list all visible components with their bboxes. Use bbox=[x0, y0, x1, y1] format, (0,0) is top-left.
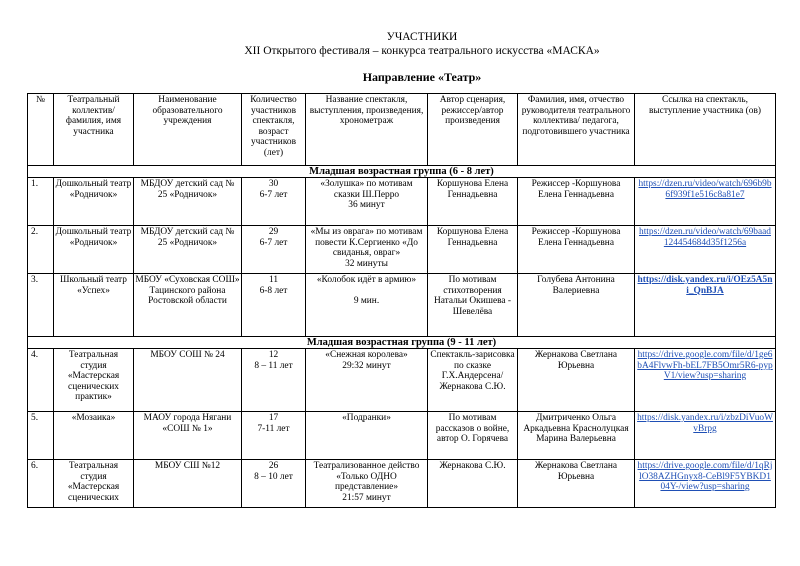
participants-count: 12 bbox=[268, 350, 279, 360]
group-title: Младшая возрастная группа (6 - 8 лет) bbox=[28, 166, 776, 178]
cell-num: 3. bbox=[28, 274, 54, 337]
participants-age: 8 – 11 лет bbox=[254, 360, 293, 371]
cell-collective: Дошкольный театр «Родничок» bbox=[54, 178, 134, 226]
participants-count: 17 bbox=[268, 413, 279, 423]
cell-title bbox=[306, 226, 428, 274]
table-row bbox=[28, 226, 776, 274]
table-header-row bbox=[28, 94, 776, 166]
participants-age: 6-8 лет bbox=[259, 285, 288, 296]
cell-collective: Театральная студия «Мастерская сценических bbox=[54, 460, 134, 508]
participants-age: 7-11 лет bbox=[257, 423, 290, 434]
cell-leader: Режиссер -Коршунова Елена Геннадьевна bbox=[518, 226, 635, 274]
show-link[interactable]: https://drive.google.com/file/d/1ge6bA4FlvwFh-bEL7FB5Omr5R6-pypV1/view?usp=sharing bbox=[637, 350, 773, 382]
table-row bbox=[28, 349, 776, 412]
group-title: Младшая возрастная группа (9 - 11 лет) bbox=[28, 337, 776, 349]
cell-count bbox=[242, 412, 306, 460]
cell-link bbox=[635, 460, 776, 508]
document-heading: УЧАСТНИКИ bbox=[386, 31, 458, 43]
show-title: «Снежная королева» bbox=[325, 350, 408, 360]
cell-title bbox=[306, 349, 428, 412]
cell-author: Спектакль-зарисовка по сказке Г.Х.Андерсена/ Жернакова С.Ю. bbox=[428, 349, 518, 412]
table-row bbox=[28, 178, 776, 226]
cell-leader: Режиссер -Коршунова Елена Геннадьевна bbox=[518, 178, 635, 226]
cell-title bbox=[306, 412, 428, 460]
cell-link bbox=[635, 349, 776, 412]
cell-link bbox=[635, 274, 776, 337]
col-header-institution: Наименование образовательного учреждения bbox=[134, 94, 242, 166]
cell-link bbox=[635, 226, 776, 274]
cell-author: По мотивам стихотворения Натальи Окишева - Шевелёва bbox=[428, 274, 518, 337]
cell-title bbox=[306, 460, 428, 508]
show-title: «Мы из оврага» по мотивам повести К.Сергиенко «До свиданья, овраг» bbox=[310, 227, 423, 259]
group-row bbox=[28, 337, 776, 349]
cell-count bbox=[242, 274, 306, 337]
show-title: Театрализованное действо «Только ОДНО представление» bbox=[313, 461, 420, 493]
col-header-leader: Фамилия, имя, отчество руководителя театрального коллектива/ педагога, подготовившего участника bbox=[518, 94, 635, 166]
participants-age: 6-7 лет bbox=[259, 237, 288, 248]
col-header-title: Название спектакля, выступления, произведения, хронометраж bbox=[306, 94, 428, 166]
cell-collective: «Мозаика» bbox=[54, 412, 134, 460]
cell-count bbox=[242, 178, 306, 226]
cell-num: 1. bbox=[28, 178, 54, 226]
cell-author: Жернакова С.Ю. bbox=[428, 460, 518, 508]
group-row bbox=[28, 166, 776, 178]
col-header-link: Ссылка на спектакль, выступление участника (ов) bbox=[635, 94, 776, 166]
show-duration: 36 минут bbox=[348, 200, 385, 211]
cell-count bbox=[242, 460, 306, 508]
direction-title: Направление «Театр» bbox=[362, 70, 482, 84]
show-duration: 9 мин. bbox=[353, 295, 380, 306]
col-header-count: Количество участников спектакля, возраст участников (лет) bbox=[242, 94, 306, 166]
cell-leader: Жернакова Светлана Юрьевна bbox=[518, 349, 635, 412]
show-link[interactable]: https://drive.google.com/file/d/1qRjlO38AZHGnyx8-CeBl9F5YBKD104Y-/view?usp=sharing bbox=[637, 461, 773, 493]
cell-institution: МБОУ СШ №12 bbox=[134, 460, 242, 508]
table-row bbox=[28, 412, 776, 460]
show-duration: 32 минуты bbox=[345, 258, 388, 269]
cell-link bbox=[635, 178, 776, 226]
cell-num: 6. bbox=[28, 460, 54, 508]
cell-collective: Школьный театр «Успех» bbox=[54, 274, 134, 337]
show-duration: 29:32 минут bbox=[342, 360, 391, 371]
cell-count bbox=[242, 226, 306, 274]
cell-num: 2. bbox=[28, 226, 54, 274]
show-duration: 21:57 минут bbox=[342, 492, 391, 503]
cell-collective: Театральная студия «Мастерская сценических практик» bbox=[54, 349, 134, 412]
cell-link bbox=[635, 412, 776, 460]
cell-institution: МАОУ города Нягани «СОШ № 1» bbox=[134, 412, 242, 460]
cell-collective: Дошкольный театр «Родничок» bbox=[54, 226, 134, 274]
table-row bbox=[28, 460, 776, 508]
cell-title bbox=[306, 274, 428, 337]
show-title: «Колобок идёт в армию» bbox=[316, 275, 417, 285]
show-link[interactable]: https://dzen.ru/video/watch/696b9b6f939f1e516c8a81e7 bbox=[638, 179, 772, 200]
participants-table bbox=[27, 93, 776, 508]
show-link[interactable]: https://disk.yandex.ru/i/OEz5A5ni_QnBJA bbox=[637, 275, 773, 296]
cell-institution: МБОУ СОШ № 24 bbox=[134, 349, 242, 412]
cell-institution: МБДОУ детский сад № 25 «Родничок» bbox=[134, 178, 242, 226]
col-header-author: Автор сценария, режиссер/автор произведения bbox=[428, 94, 518, 166]
participants-count: 30 bbox=[268, 179, 279, 189]
cell-num: 5. bbox=[28, 412, 54, 460]
show-link[interactable]: https://disk.yandex.ru/i/zbzDiVuoWvBrpg bbox=[637, 413, 773, 434]
cell-leader: Голубева Антонина Валериевна bbox=[518, 274, 635, 337]
col-header-num: № bbox=[28, 94, 54, 166]
cell-author: Коршунова Елена Геннадьевна bbox=[428, 178, 518, 226]
participants-count: 11 bbox=[268, 275, 279, 285]
cell-institution: МБОУ «Суховская СОШ» Тацинского района Ростовской области bbox=[134, 274, 242, 337]
cell-leader: Жернакова Светлана Юрьевна bbox=[518, 460, 635, 508]
cell-num: 4. bbox=[28, 349, 54, 412]
cell-institution: МБДОУ детский сад № 25 «Родничок» bbox=[134, 226, 242, 274]
col-header-collective: Театральный коллектив/ фамилия, имя участника bbox=[54, 94, 134, 166]
participants-count: 29 bbox=[268, 227, 279, 237]
cell-count bbox=[242, 349, 306, 412]
participants-count: 26 bbox=[268, 461, 279, 471]
table-row bbox=[28, 274, 776, 337]
cell-title bbox=[306, 178, 428, 226]
show-title: «Подранки» bbox=[342, 413, 391, 423]
participants-age: 8 – 10 лет bbox=[254, 471, 293, 482]
cell-author: По мотивам рассказов о войне, автор О. Горячева bbox=[428, 412, 518, 460]
show-link[interactable]: https://dzen.ru/video/watch/69baad124454684d35f1256a bbox=[639, 227, 771, 248]
festival-title: XII Открытого фестиваля – конкурса театрального искусства «МАСКА» bbox=[244, 45, 600, 57]
participants-age: 6-7 лет bbox=[259, 189, 288, 200]
cell-author: Коршунова Елена Геннадьевна bbox=[428, 226, 518, 274]
show-title: «Золушка» по мотивам сказки Ш.Перро bbox=[320, 179, 413, 200]
cell-leader: Дмитриченко Ольга Аркадьевна Краснолуцкая Марина Валерьевна bbox=[518, 412, 635, 460]
